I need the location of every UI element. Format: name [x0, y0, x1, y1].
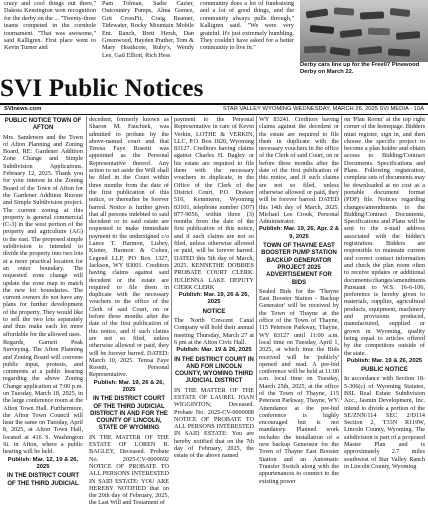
section-title: SVI Public Notices — [0, 75, 204, 102]
publish-dates: Publish: Mar. 12, 19 & 26, 2025 — [7, 456, 79, 470]
article-text-col-1: crazy and cool things out there," Dakota Kensington won recognition for the derby on the ... "Twenty-three teams competed in the cornhole tournament. "That was awesome," said Kalligren. First place went to Kevin Turner and — [4, 0, 96, 52]
notice-column-3 — [174, 116, 254, 460]
notice-heading: IN THE DISTRICT COURT OF THE THIRD JUDICIAL — [7, 473, 79, 487]
notice-column-1 — [3, 116, 83, 487]
notice-body: on 'Plan Room' at the top right corner of the homepage. Bidders must register, sign in, and then choose the specific project to become a plan holder and obtain access to Bidding/Contract Documents. Specifications and Plans. Following registration, complete sets of documents may be downloaded at no cost as a portable document format (PDF) file. Notices regarding changes/amendments to the Bidding/Contract Documents, Specifications and Plans will be sent to the e-mail address associated with the bidder's registration. Bidders are responsible to maintain current and correct contact information and check the plan room often to receive updates or additional documents/changes/amendments. Pursuant to W.S. 16-6-106, preference is hereby given to materials, supplies, agricultural products, equipment, machinery and provisions produced, manufactured, supplied or grown in Wyoming, quality being equal to articles offered by the competitors outside of the state. — [344, 116, 427, 357]
notice-heading: PUBLIC NOTICE TOWN OF AFTON — [4, 118, 82, 132]
photo-caption: Derby cars line up for the Free07 Pinewood Derby on March 22. — [300, 62, 420, 75]
notice-heading: IN THE DISTRICT COURT IN AND FOR LINCOLN COUNTY, WYOMING THIRD JUDICIAL DISTRICT — [174, 356, 254, 385]
notice-body: Regards, Garnett Peak Surveying. The Afton Planning and Zoning Board will convene public input, protests, and comments at a public hearing regarding the above Zoning Change application at 7:00 p.m. on Tuesday, March 18, 2025, in the large conference room at the Afton Town Hall. Furthermore, the Afton Town Council will hear the same on Tuesday, April 8, 2025, at Afton Town Hall, located at 416 S. Washington St. in Afton, where a public hearing will be held. — [3, 338, 83, 456]
publish-dates: Publish: Mar. 19, 26 & 26, 2025 — [93, 379, 165, 393]
notices-columns — [0, 116, 428, 507]
notice-column-4 — [259, 116, 339, 485]
notice-heading: IN THE DISTRICT COURT OF THE THIRD JUDICIAL DISTRICT IN AND FOR THE COUNTY OF LINCOLN, STATE OF WYOMING — [90, 396, 168, 432]
dateline: STAR VALLEY WYOMING WEDNESDAY, MARCH 26, 2025 SVI MEDIA - 10A — [222, 106, 424, 112]
meta-rule — [0, 114, 428, 115]
notice-column-2 — [89, 116, 169, 507]
notice-body: decedent, formerly known as Sharon M. Fauchiek, was admitted to probate by the above-named court and that Teresa Faye Rosetti was appointed as the Personal Representative thereof. Any action to set aside the Will shall be filed in the Court within three months from the date of the first publication of this notice, or thereafter be forever barred. Notice is further given that all persons indebted to said decedent or to said estate are requested to make immediate payment to the undersigned c/o Lance T. Harmon, Lisbey, Kisner, Harmon & Cohen, Legend LLP, PO Box 1327, Jackson, WY 83001. Creditors having claims against said decedent or the estate are required to file them in duplicate with the necessary vouchers in the office of the Clerk of said Court, on or before three months after the date of the first publication of this notice, and if such claims are not so filed, unless otherwise allowed or paid, they will be forever barred. DATED: March 10, 2025. Teresa Faye Rosetti, Personal Representative. — [89, 116, 169, 379]
notice-body: IN THE MATTER OF THE ESTATE OF LAUREL JOAN WIGGINTON, Deceased. Probate No. 2025-CV-0000008 NOTICE OF PROBATE TO ALL PERSONS INTERESTED IN SAID ESTATE: You are hereby notified that on the 7th day of February, 2025, the estate of the above named — [174, 386, 254, 460]
notice-body: IN THE MATTER OF THE ESTATE OF LOREN B. BAGLEY, Deceased. Probate No. 2025-CV-0000692 NOTICE OF PROBATE TO ALL PERSONS INTERESTED IN SAID ESTATE: YOU ARE HEREBY NOTIFIED that on the 20th day of February, 2025, the Last Will and Testament of — [89, 433, 169, 507]
section-banner — [0, 76, 428, 102]
notice-body: WY 83241. Creditors having claims against the decedent or the estate are required to file them in duplicate with the necessary vouchers in the office of the Clerk of said Court, on or before three months after the date of the first publication of this notice, and if such claims are not so filed, unless otherwise allowed or paid, they will be forever barred. DATED this 14th day of March, 2025. Michael Lee Crook, Personal Administrator. — [259, 116, 339, 226]
notice-body: payment to the Personal Representative in care of Kevin Verkin, LOTHE & VERKIN, LLC, P.O. Box 1820, Wyoming 83127. Creditors having claims against Charles H. Bagley or his estate are required to file them with the necessary vouchers in duplicate, in the Office of the Clerk of the District Court, P.O. Drawer 510, Kemmerer, Wyoming 83101, telephone number (307) 877-9056, within three (3) months from the date of the first publication of this notice, and if such claims are not so filed, unless otherwise allowed or paid, will be forever barred. DATED this 5th day of March, 2025. KENNETHE DOBBIES PROBATE COURT CLERK. JULIENNA LAKE DEPUTY CIERK CLERK — [174, 116, 254, 291]
publish-dates: Publish: Mar. 19, 26 & 26, 2025 — [178, 292, 250, 306]
publish-dates: Publish: Mar. 19, 26, Apr. 2 & 9, 2025 — [259, 226, 339, 240]
notice-body: The North Crescent Canal Company will hold their annual meeting Thursday, March 27 at 6 pm at the Afton Civic Hall. — [174, 317, 254, 346]
notice-body: Mrs. Sanderson and the Town of Afton Planning and Zoning Board, RE: Gardener Addition Zone Change and Simple Subdivision Applications. February 12, 2025. Thank you for your interest in the Zoning Board of the Town of Afton for the Gardener Addition Rezone and Simple Subdivision project. The current zoning at this property is general commercial (C-3) in the west portion of the property and agriculture (AG) to the east. The proposed simple subdivision is intended to divide the property into two lots at a more practical location for an outer boundary. The requested zone change will update the zone map to match the new lot boundaries. The current owners do not have any plans for further development of the property. They would like to sell the two lots separately and thus make each lot more affordable for the allowed uses. — [3, 133, 83, 338]
article-continuation — [0, 0, 428, 74]
notice-body: In accordance with Section 18-5-306(c) of Wyoming Statutes, BSL Real Estate Subdivision Acc., Jasmin Development, Inc. intend to divide a portion of the SE/ZNN/114 SEC 2/D114 Section 2, T33N R119W, Lincoln County, Wyoming. The subdivision is part of a proposed Master Plan and is approximately 2.7 miles southwest of Star Valley Ranch in Lincoln County, Wyoming — [344, 375, 425, 470]
notice-heading: PUBLIC NOTICE — [361, 367, 408, 374]
notice-heading: TOWN OF THAYNE EAST BOOSTER PUMP STATION BACKUP GENERATOR PROJECT 2025 ADVERTISEMENT FOR BIDS — [261, 243, 337, 286]
banner-meta — [0, 105, 428, 114]
notice-body: Sealed Bids for the 'Thayne East Booster Station - Backup Generator' will be received by the Town of Thayne at the office of the Town of Thayne, 115 Peterson Parkway, Thayne, WY 83127 until 11:00 a.m. local time on Tuesday, April 1, 2025, at which time the Bids received will be 'publicly' opened and read. A pre-bid conference will be held at 11:00 a.m. local time on Tuesday, March 25th, 2025, at the office of the Town of Thayne, 115 Peterson Parkway, Thayne, WY. Attendance at the pre-bid conference is highly encouraged but is not mandatory. Planned work includes the installation of a new backup Generator for the Town of Thayne East Booster Station and an Automatic Transfer Switch along with the appurtenances to connect to the existing power — [259, 287, 339, 485]
site-link[interactable]: SVInews.com — [4, 106, 42, 112]
notice-column-5 — [344, 116, 427, 470]
derby-cars-photo — [300, 0, 428, 62]
publish-dates: Publish: Mar. 19 & 26, 2025 — [346, 357, 423, 364]
publish-dates: Publish: Mar. 19 & 26, 2025 — [176, 347, 252, 354]
notice-heading: NOTICE — [202, 308, 226, 315]
article-text-col-2: Pam Tolman, Sadie Cazier, Outcountry Pumps, Alma Gomez, Grit CrossFit, Craig Beamer, Tidewater, Rocky Mountain Mobile Ent. Ranch, Brett Hersh, Dan Greenwood, Hayden Prather, Tom & Mary Heathcote, Ruby's, Wendy Lee, Gail Elliott, Rich Hess — [102, 0, 194, 59]
article-text-col-3: community does a lot of fundraising and a lot of good things, and the community always pulls through," Kalligren said. "We were very grateful. It's just extremely humbling. They couldn't have asked for a better community to live in." — [200, 0, 294, 52]
